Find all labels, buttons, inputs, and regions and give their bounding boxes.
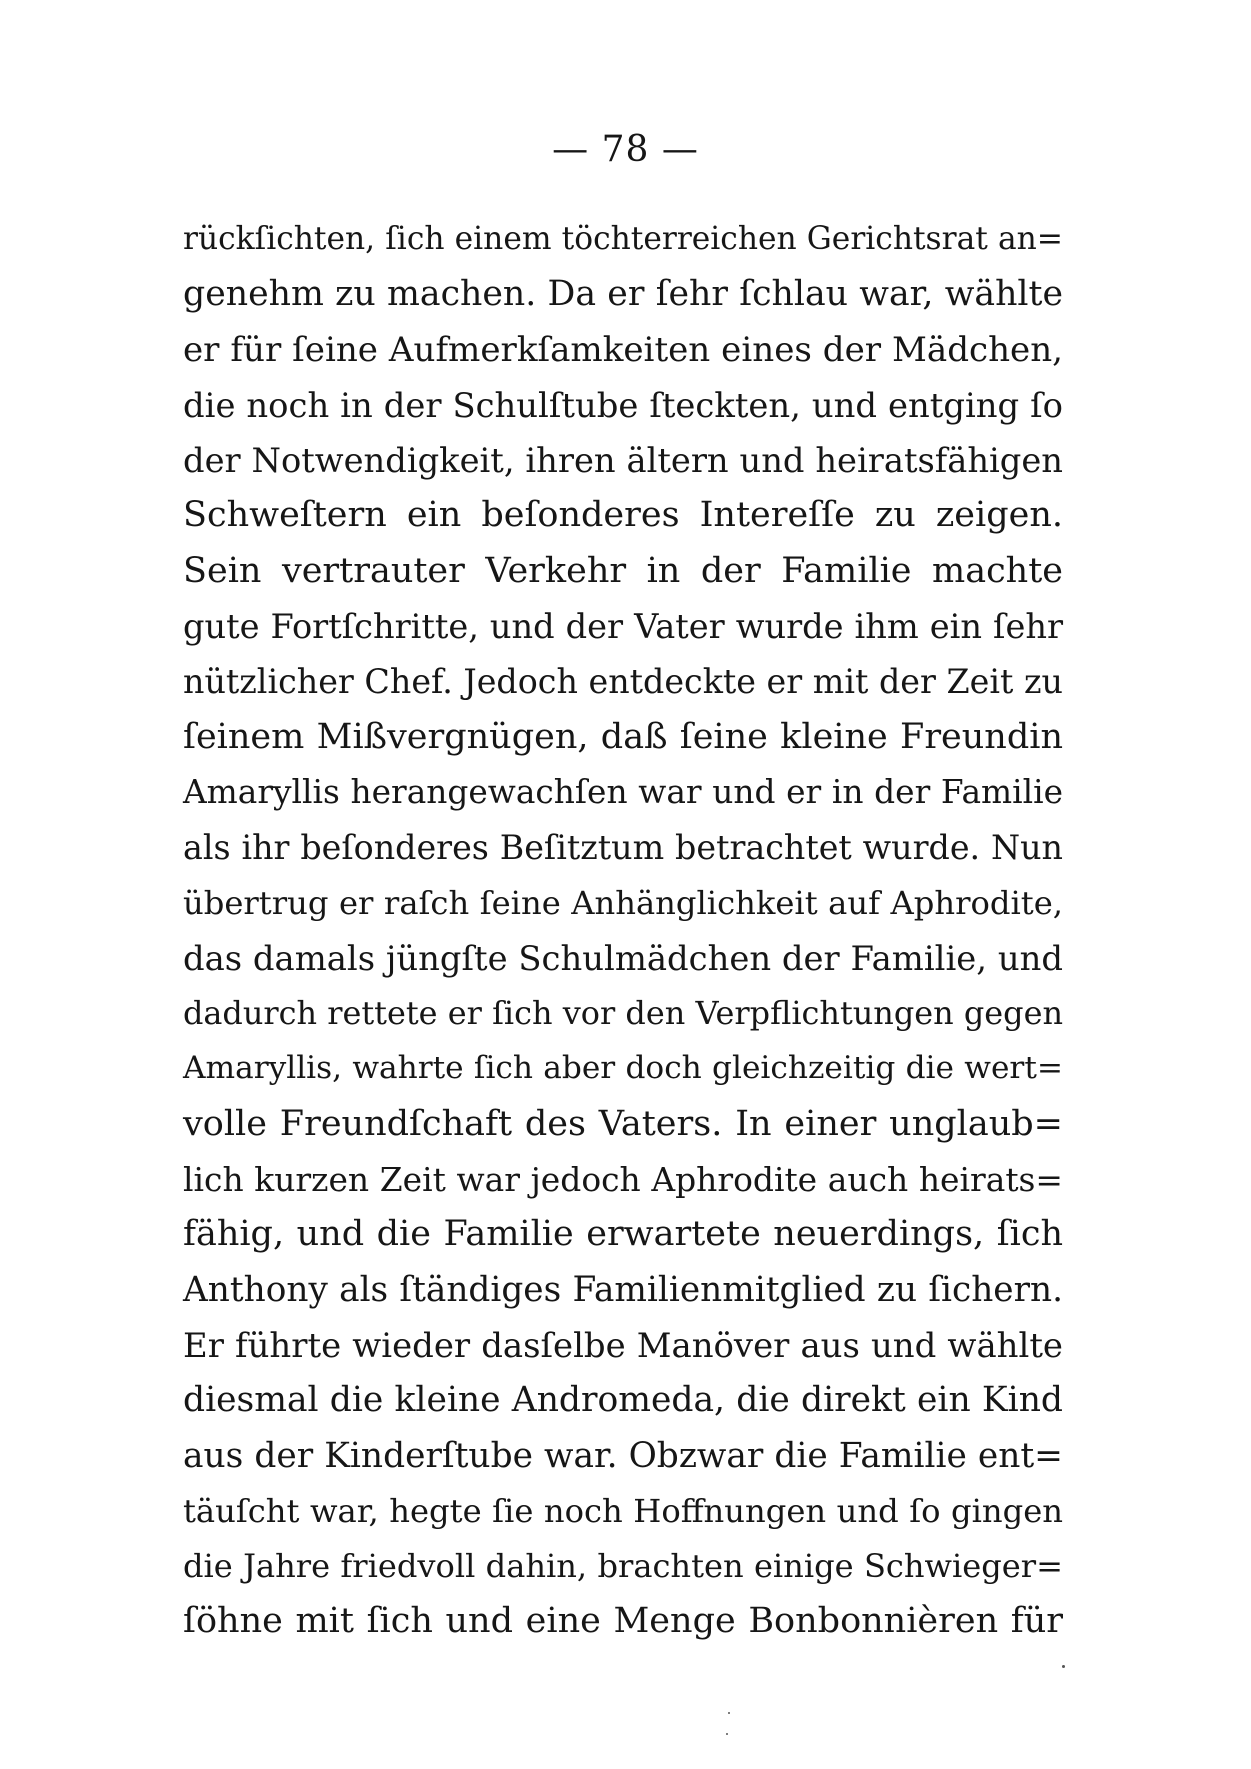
text-line: Anthony als ſtändiges Familienmitglied zu ſichern. — [183, 1269, 1063, 1310]
text-line: aus der Kinderſtube war. Obzwar die Familie ent= — [183, 1435, 1063, 1476]
text-line: Sein vertrauter Verkehr in der Familie machte — [183, 550, 1063, 591]
text-line: gute Fortſchritte, und der Vater wurde ihm ein ſehr — [183, 607, 1063, 647]
text-line: die noch in der Schulſtube ſteckten, und entging ſo — [183, 385, 1063, 425]
text-line: der Notwendigkeit, ihren ältern und heiratsfähigen — [183, 441, 1063, 481]
text-line: dadurch rettete er ſich vor den Verpflichtungen gegen — [183, 994, 1063, 1033]
text-line: diesmal die kleine Andromeda, die direkt ein Kind — [183, 1380, 1063, 1421]
scan-speck — [726, 1733, 728, 1735]
text-line: ſeinem Mißvergnügen, daß ſeine kleine Freundin — [183, 716, 1063, 757]
body-text — [183, 212, 1063, 1650]
text-line: Amaryllis, wahrte ſich aber doch gleichzeitig die wert= — [183, 1050, 1063, 1087]
text-line: das damals jüngſte Schulmädchen der Familie, und — [183, 938, 1063, 978]
page-number: — 78 — — [552, 129, 699, 170]
text-line: genehm zu machen. Da er ſehr ſchlau war, wählte — [183, 274, 1063, 315]
text-line: lich kurzen Zeit war jedoch Aphrodite auch heirats= — [183, 1160, 1063, 1200]
text-line: er für ſeine Aufmerkſamkeiten eines der Mädchen, — [183, 329, 1063, 370]
text-line: Schweſtern ein beſonderes Intereſſe zu zeigen. — [183, 495, 1063, 536]
text-line: übertrug er raſch ſeine Anhänglichkeit auf Aphrodite, — [183, 883, 1063, 922]
text-line: Er führte wieder dasſelbe Manöver aus und wählte — [183, 1325, 1063, 1365]
scan-speck — [728, 1712, 730, 1714]
text-line: als ihr beſonderes Beſitztum betrachtet wurde. Nun — [183, 828, 1063, 868]
text-line: rückſichten, ſich einem töchterreichen Gerichtsrat an= — [183, 221, 1063, 257]
text-line: fähig, und die Familie erwartete neuerdings, ſich — [183, 1214, 1063, 1255]
text-line: Amaryllis herangewachſen war und er in der Familie — [183, 772, 1063, 811]
scan-speck — [1062, 1665, 1065, 1668]
text-line: ſöhne mit ſich und eine Menge Bonbonnièren für — [183, 1601, 1063, 1642]
text-line: nützlicher Chef. Jedoch entdeckte er mit der Zeit zu — [183, 662, 1063, 702]
text-line: volle Freundſchaft des Vaters. In einer unglaub= — [183, 1103, 1063, 1144]
text-line: die Jahre friedvoll dahin, brachten einige Schwieger= — [183, 1547, 1063, 1586]
text-line: täuſcht war, hegte ſie noch Hoffnungen und ſo gingen — [183, 1491, 1063, 1530]
